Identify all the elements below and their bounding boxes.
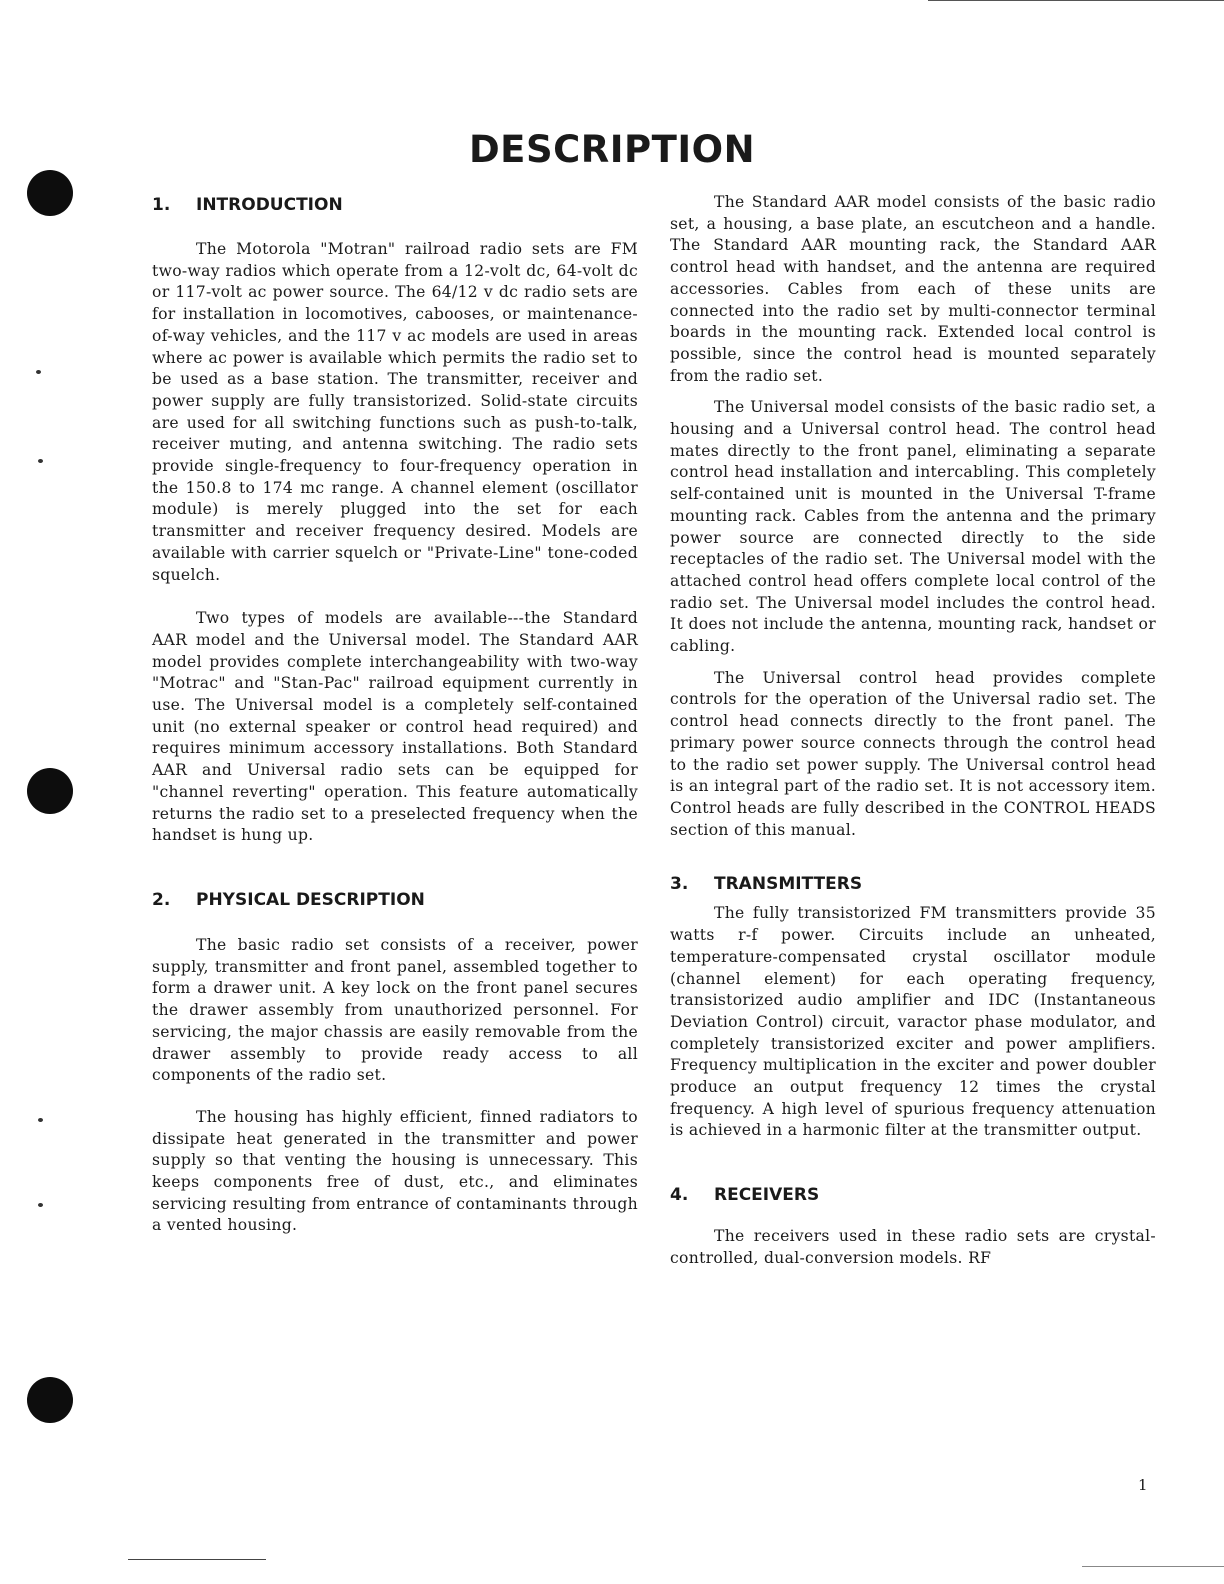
section-number: 3. xyxy=(670,874,689,895)
section-title: INTRODUCTION xyxy=(196,195,343,215)
right-column xyxy=(670,192,1156,1270)
section-heading-transmitters xyxy=(670,871,1156,897)
section-heading-receivers xyxy=(670,1182,1156,1208)
scan-edge-line-bottom xyxy=(128,1559,266,1560)
paragraph: The Universal control head provides complete controls for the operation of the Universal radio set. The control head connects directly to the front panel. The primary power source connects through the control head to the radio set power supply. The Universal control head is an integral part of the radio set. It is not accessory item. Control heads are fully described in the CONTROL HEADS section of this manual. xyxy=(670,668,1156,839)
paragraph: The housing has highly efficient, finned radiators to dissipate heat generated in the transmitter and power supply so that venting the housing is unnecessary. This keeps components free of dust, etc., and eliminates servicing resulting from entrance of contaminants through a vented housing. xyxy=(152,1107,638,1235)
paragraph: The receivers used in these radio sets are crystal-controlled, dual-conversion models. RF xyxy=(670,1227,1156,1267)
binder-hole-3 xyxy=(27,1377,73,1423)
scan-edge-line-bottom-right xyxy=(1082,1566,1224,1567)
section-title: RECEIVERS xyxy=(714,1185,820,1206)
section-heading-introduction xyxy=(152,192,638,218)
scan-speck xyxy=(38,1118,43,1122)
scan-speck xyxy=(38,1203,43,1207)
section-title: PHYSICAL DESCRIPTION xyxy=(196,889,425,910)
scan-edge-line-top xyxy=(928,0,1224,1)
paragraph: The basic radio set consists of a receiver, power supply, transmitter and front panel, assembled together to form a drawer unit. A key lock on the front panel secures the drawer assembly from unauthorized personnel. For servicing, the major chassis are easily removable from the drawer assembly to provide ready access to all components of the radio set. xyxy=(152,935,638,1085)
section-number: 2. xyxy=(152,889,171,910)
paragraph: The fully transistorized FM transmitters provide 35 watts r-f power. Circuits include an unheated, temperature-compensated crystal oscillator module (channel element) for each operating frequency, transistorized audio amplifier and IDC (Instantaneous Deviation Control) circuit, varactor phase modulator, and completely transistorized exciter and power amplifiers. Frequency multiplication in the exciter and power doubler produce an output frequency 12 times the crystal frequency. A high level of spurious frequency attenuation is achieved in a harmonic filter at the transmitter output. xyxy=(670,904,1156,1140)
binder-hole-2 xyxy=(27,768,73,814)
paragraph: The Motorola "Motran" railroad radio sets are FM two-way radios which operate from a 12-volt dc, 64-volt dc or 117-volt ac power source. The 64/12 v dc radio sets are for installation in locomotives, cabooses, or maintenance-of-way vehicles, and the 117 v ac models are used in areas where ac power is available which permits the radio set to be used as a base station. The transmitter, receiver and power supply are fully transistorized. Solid-state circuits are used for all switching functions such as push-to-talk, receiver muting, and antenna switching. The radio sets provide single-frequency to four-frequency operation in the 150.8 to 174 mc range. A channel element (oscillator module) is merely plugged into the set for each transmitter and receiver frequency desired. Models are available with carrier squelch or "Private-Line" tone-coded squelch. xyxy=(152,240,638,584)
page-title: DESCRIPTION xyxy=(468,128,756,171)
binder-hole-1 xyxy=(27,170,73,216)
scan-speck xyxy=(36,370,41,374)
scan-speck xyxy=(38,459,43,463)
section-number: 4. xyxy=(670,1185,689,1206)
paragraph: Two types of models are available---the Standard AAR model and the Universal model. The Standard AAR model provides complete interchangeability with two-way "Motrac" and "Stan-Pac" railroad equipment currently in use. The Universal model is a completely self-contained unit (no external speaker or control head required) and requires minimum accessory installations. Both Standard AAR and Universal radio sets can be equipped for "channel reverting" operation. This feature automatically returns the radio set to a preselected frequency when the handset is hung up. xyxy=(152,609,638,845)
page-number: 1 xyxy=(1138,1476,1148,1494)
paragraph: The Standard AAR model consists of the basic radio set, a housing, a base plate, an escutcheon and a handle. The Standard AAR mounting rack, the Standard AAR control head with handset, and the antenna are required accessories. Cables from each of these units are connected into the radio set by multi-connector terminal boards in the mounting rack. Extended local control is possible, since the control head is mounted separately from the radio set. xyxy=(670,193,1156,385)
paragraph: The Universal model consists of the basic radio set, a housing and a Universal control head. The control head mates directly to the front panel, eliminating a separate control head installation and intercabling. This completely self-contained unit is mounted in the Universal T-frame mounting rack. Cables from the antenna and the primary power source are connected directly to the side receptacles of the radio set. The Universal model with the attached control head offers complete local control of the radio set. The Universal model includes the control head. It does not include the antenna, mounting rack, handset or cabling. xyxy=(670,398,1156,656)
section-title: TRANSMITTERS xyxy=(714,874,863,895)
section-heading-physical-description xyxy=(152,887,638,913)
section-number: 1. xyxy=(152,195,171,215)
left-column xyxy=(152,192,638,1237)
